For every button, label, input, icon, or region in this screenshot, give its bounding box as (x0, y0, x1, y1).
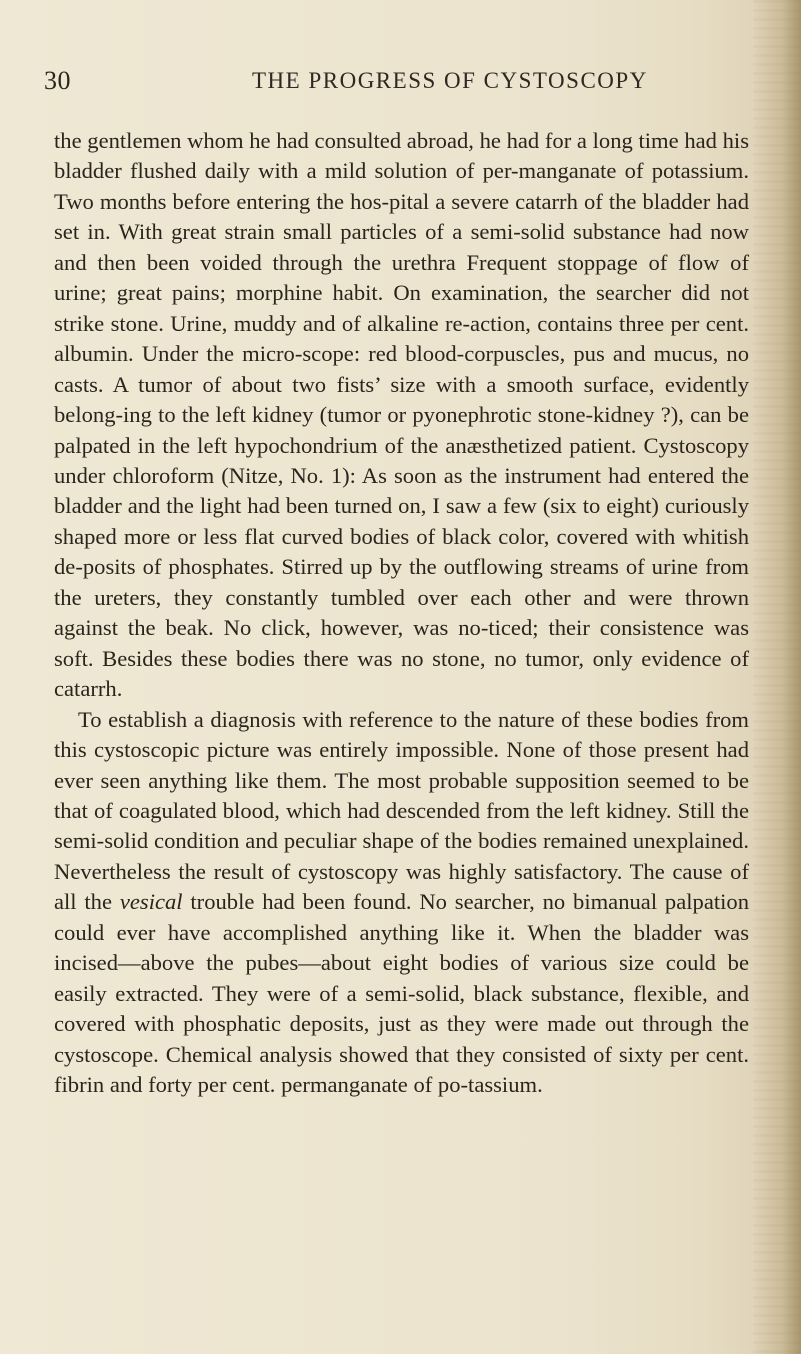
paragraph-2-italic-word: vesical (119, 889, 183, 915)
paragraph-2-part-1: To establish a diagnosis with reference to the nature of these bodies from this cystoscopic picture was entirely impossible. None of those present had ever seen anything like them. The most probable supposition seemed to be that of coagulated blood, which had descended from the left kidney. Still the semi-solid condition and peculiar shape of the bodies remained unexplained. Nevertheless the result of cystoscopy was highly satisfactory. The cause of all the (54, 706, 749, 915)
body-text (54, 126, 749, 1101)
paragraph-2 (54, 705, 749, 1101)
page-number: 30 (44, 66, 71, 95)
page-edge-shadow (753, 0, 801, 1354)
page-header (44, 66, 744, 106)
paragraph-1: the gentlemen whom he had consulted abroad, he had for a long time had his bladder flushed daily with a mild solution of per-manganate of potassium. Two months before entering the hos-pital a severe catarrh of the bladder had set in. With great strain small particles of a semi-solid substance had now and then been voided through the urethra Frequent stoppage of flow of urine; great pains; morphine habit. On examination, the searcher did not strike stone. Urine, muddy and of alkaline re-action, contains three per cent. albumin. Under the micro-scope: red blood-corpuscles, pus and mucus, no casts. A tumor of about two fists’ size with a smooth surface, evidently belong-ing to the left kidney (tumor or pyonephrotic stone-kidney ?), can be palpated in the left hypochondrium of the anæsthetized patient. Cystoscopy under chloroform (Nitze, No. 1): As soon as the instrument had entered the bladder and the light had been turned on, I saw a few (six to eight) curiously shaped more or less flat curved bodies of black color, covered with whitish de-posits of phosphates. Stirred up by the outflowing streams of urine from the ureters, they constantly tumbled over each other and were thrown against the beak. No click, however, was no-ticed; their consistence was soft. Besides these bodies there was no stone, no tumor, only evidence of catarrh. (54, 128, 749, 702)
running-head: THE PROGRESS OF CYSTOSCOPY (252, 68, 648, 93)
paragraph-2-part-2: trouble had been found. No searcher, no bimanual palpation could ever have accomplished anything like it. When the bladder was incised—above the pubes—about eight bodies of various size could be easily extracted. They were of a semi-solid, black substance, flexible, and covered with phosphatic deposits, just as they were made out through the cystoscope. Chemical analysis showed that they consisted of sixty per cent. fibrin and forty per cent. permanganate of po-tassium. (54, 889, 749, 1098)
